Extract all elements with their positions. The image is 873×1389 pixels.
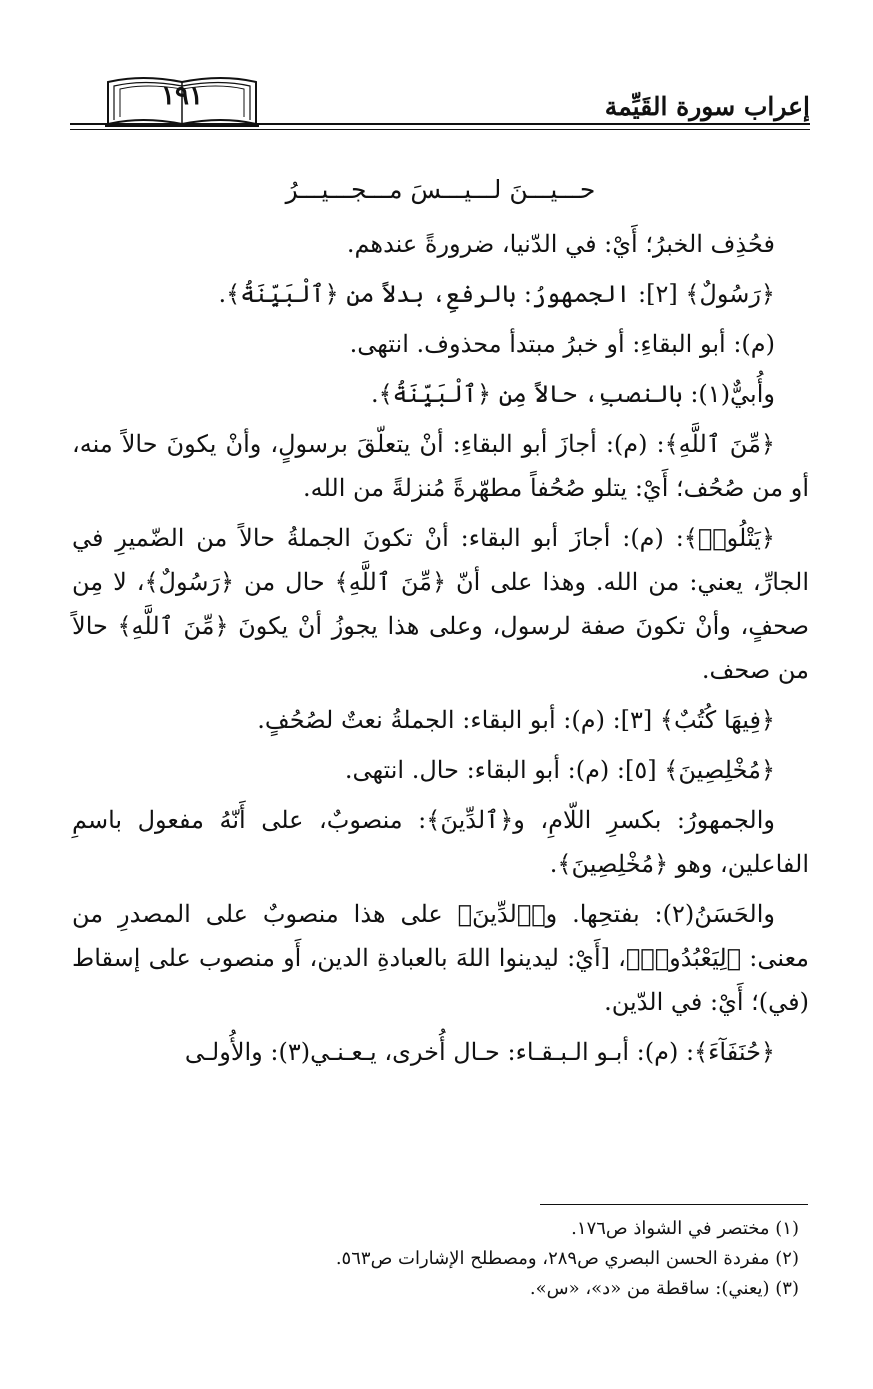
paragraph: (م): أبو البقاءِ: أو خبرُ مبتدأ محذوف. انتهى. <box>349 330 775 358</box>
paragraph: ﴿مُخْلِصِينَ﴾ [٥]: (م): أبو البقاء: حال. انتهى. <box>344 756 775 784</box>
paragraph: والحَسَنُ(٢): بفتحِها. و﴿ٱلدِّينَ﴾ على هذا منصوبٌ على المصدرِ من معنى: ﴿لِيَعْبُدُوا۟﴾، [أَيْ: ليدينوا اللهَ بالعبادةِ الدين، أَو منصوب على إسقاط (في)؛ أَيْ: في الدّين. <box>72 900 809 1016</box>
main-text <box>72 160 809 1080</box>
paragraph: ﴿رَسُولٌ﴾ [٢]: الجمهورُ: بالرفعِ، بدلاً من ﴿ٱلْبَيِّنَةُ﴾. <box>218 280 775 308</box>
verse-line: حـــيـــنَ لـــيـــسَ مـــجـــيـــرُ <box>285 175 596 204</box>
paragraph: والجمهورُ: بكسرِ اللّامِ، و﴿ٱلدِّينَ﴾: منصوبٌ، على أَنّهُ مفعول باسمِ الفاعلين، وهو ﴿مُخْلِصِينَ﴾. <box>72 806 809 878</box>
page-number: ١٩١ <box>161 81 203 111</box>
paragraph: ﴿فِيهَا كُتُبٌ﴾ [٣]: (م): أبو البقاء: الجملةُ نعتٌ لصُحُفٍ. <box>257 706 775 734</box>
header-rule <box>70 123 810 125</box>
header-rule-thin <box>70 129 810 130</box>
footnotes <box>72 1214 809 1304</box>
footnote: (١) مختصر في الشواذ ص١٧٦. <box>571 1218 799 1239</box>
footnote: (٣) (يعني): ساقطة من «د»، «س». <box>529 1278 799 1299</box>
paragraph: وأُبيٌّ(١): بالنصبِ، حالاً مِن ﴿ٱلْبَيِّنَةُ﴾. <box>370 380 775 408</box>
paragraph: ﴿مِّنَ ٱللَّهِ﴾: (م): أجازَ أبو البقاءِ: أنْ يتعلّقَ برسولٍ، وأنْ يكونَ حالاً منه، أو من صُحُف؛ أَيْ: يتلو صُحُفاً مطهّرةً مُنزلةً من الله. <box>72 430 809 502</box>
paragraph: ﴿حُنَفَآءَ﴾: (م): أبـو الـبـقـاء: حـال أُخرى، يـعـنـي(٣): والأُولـى <box>184 1038 775 1066</box>
footnote-separator <box>540 1204 808 1205</box>
paragraph: ﴿يَتْلُوا۟﴾: (م): أجازَ أبو البقاء: أنْ تكونَ الجملةُ حالاً من الضّميرِ في الجارِّ، يعني: من الله. وهذا على أنّ ﴿مِّنَ ٱللَّهِ﴾ حال من ﴿رَسُولٌ﴾، لا مِن صحفٍ، وأنْ تكونَ صفة لرسول، وعلى هذا يجوزُ أنْ يكونَ ﴿مِّنَ ٱللَّهِ﴾ حالاً من صحف. <box>72 524 810 684</box>
paragraph: فحُذِف الخبرُ؛ أَيْ: في الدّنيا، ضرورةً عندهم. <box>346 230 775 258</box>
footnote: (٢) مفردة الحسن البصري ص٢٨٩، ومصطلح الإشارات ص٥٦٣. <box>335 1248 799 1269</box>
page-number-badge <box>102 72 262 128</box>
page-header <box>70 66 810 132</box>
running-title: إعراب سورة القَيِّمة <box>604 92 810 121</box>
